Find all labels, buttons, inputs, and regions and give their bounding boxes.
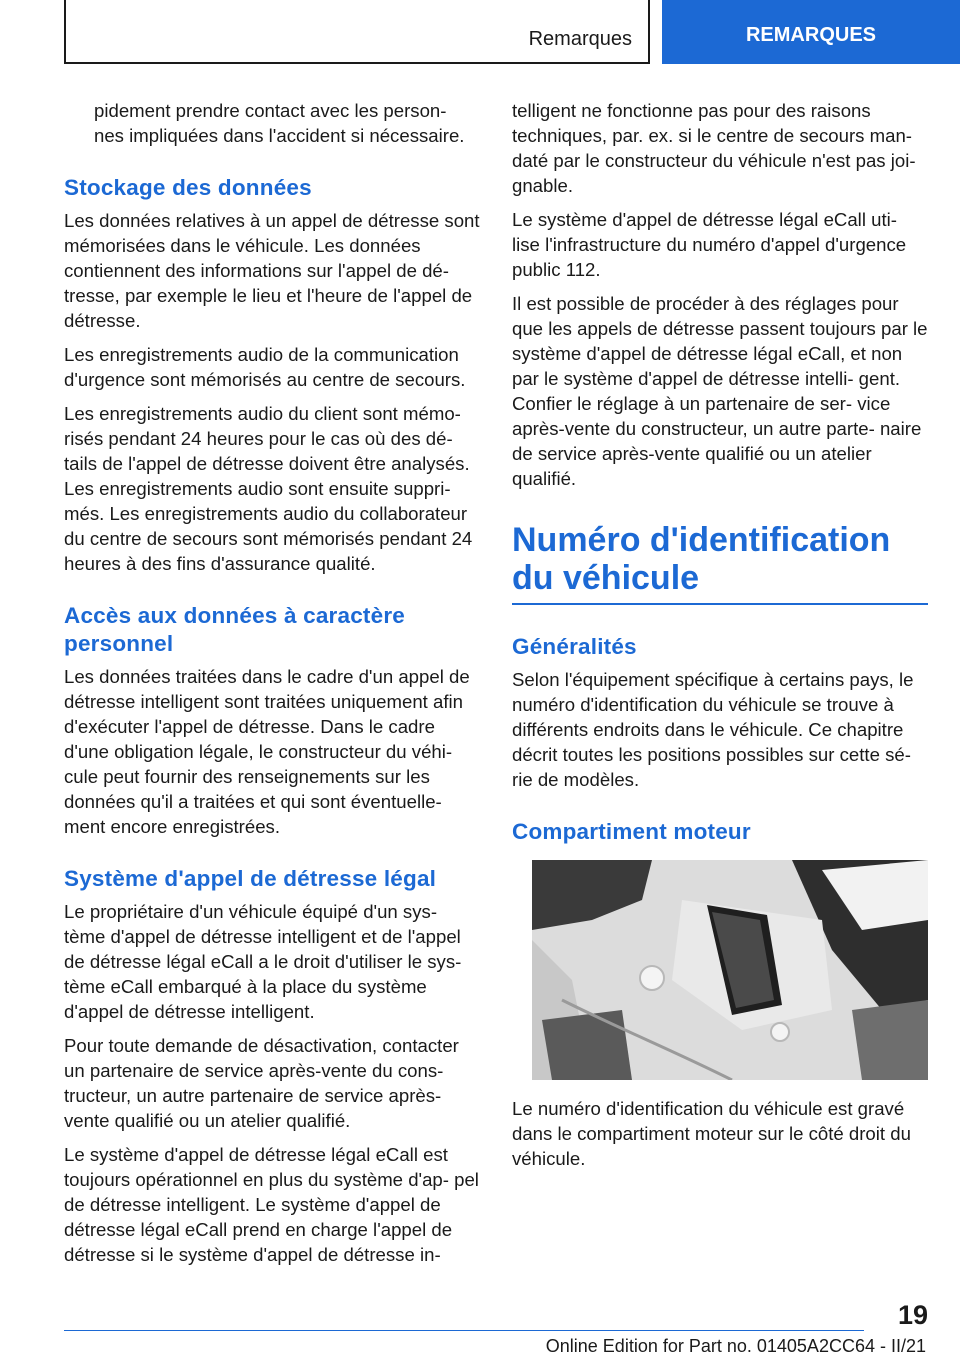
storage-paragraph-3: Les enregistrements audio du client sont mémo‐ risés pendant 24 heures pour le cas où des dé‐ tails de l'appel de détresse doivent être analysés. Les enregistrements audio sont ensuite suppri‐ més. Les enregistrements audio du collaborateur du centre de secours sont mémorisés pendant 24 heures à des fins d'assurance qualité. bbox=[64, 403, 473, 574]
legal-paragraph-1: Le propriétaire d'un véhicule équipé d'un sys‐ tème d'appel de détresse intelligent et de l'appel de détresse légal eCall a le droit d'utiliser le sys‐ tème eCall embarqué à la place du système d'appel de détresse intelligent. bbox=[64, 901, 462, 1022]
header-chapter-tab: REMARQUES bbox=[662, 0, 960, 64]
engine-compartment-photo bbox=[532, 860, 928, 1080]
general-paragraph: Selon l'équipement spécifique à certains pays, le numéro d'identification du véhicule se trouve à différents endroits dans le véhicule. Ce chapitre décrit toutes les positions possibles sur cette sé‐ rie de modèles. bbox=[512, 669, 914, 790]
heading-storage: Stockage des données bbox=[64, 175, 312, 200]
header-section-title: Remarques bbox=[528, 28, 632, 50]
legal-paragraph-2: Pour toute demande de désactivation, contacter un partenaire de service après-vente du cons‐ tructeur, un autre partenaire de service après- vente qualifié ou un atelier qualifié. bbox=[64, 1035, 459, 1131]
heading-legal-emergency-call: Système d'appel de détresse légal bbox=[64, 866, 437, 891]
continued-paragraph-3: Il est possible de procéder à des réglages pour que les appels de détresse passent toujours par le système d'appel de détresse légal eCall, et non par le système d'appel de détresse intelli‐ gent. Confier le réglage à un partenaire de ser‐ vice après-vente du constructeur, un autre parte‐ naire de service après-vente qualifié ou un atelier qualifié. bbox=[512, 293, 928, 489]
heading-personal-data-access: Accès aux données à caractère personnel bbox=[64, 603, 405, 656]
storage-paragraph-2: Les enregistrements audio de la communication d'urgence sont mémorisés au centre de secours. bbox=[64, 344, 466, 390]
storage-paragraph-1: Les données relatives à un appel de détresse sont mémorisées dans le véhicule. Les données contiennent des informations sur l'appel de dé‐ tresse, par exemple le lieu et l'heure de l'appel de détresse. bbox=[64, 210, 480, 331]
heading-engine-compartment: Compartiment moteur bbox=[512, 819, 751, 844]
left-column bbox=[64, 98, 480, 1276]
footer-edition-text: Online Edition for Part no. 01405A2CC64 - II/21 bbox=[545, 1336, 926, 1356]
access-paragraph: Les données traitées dans le cadre d'un appel de détresse intelligent sont traitées uniquement afin d'exécuter l'appel de détresse. Dans le cadre d'une obligation légale, le constructeur du véhi‐ cule peut fournir des renseignements sur les données qu'il a traitées et qui sont éventuelle‐ ment encore enregistrées. bbox=[64, 666, 470, 837]
legal-paragraph-3: Le système d'appel de détresse légal eCall est toujours opérationnel en plus du système d'ap‐ pel de détresse intelligent. Le système d'appel de détresse légal eCall prend en charge l'appel de détresse si le système d'appel de détresse in‐ bbox=[64, 1144, 479, 1265]
continued-paragraph-1: telligent ne fonctionne pas pour des raisons techniques, par. ex. si le centre de secours man‐ daté par le constructeur du véhicule n'est pas joi‐ gnable. bbox=[512, 100, 916, 196]
heading-vin-chapter: Numéro d'identification du véhicule bbox=[512, 521, 928, 605]
engine-paragraph: Le numéro d'identification du véhicule est gravé dans le compartiment moteur sur le côté droit du véhicule. bbox=[512, 1098, 911, 1169]
page-number: 19 bbox=[897, 1300, 928, 1330]
continued-paragraph-2: Le système d'appel de détresse légal eCall uti‐ lise l'infrastructure du numéro d'appel d'urgence public 112. bbox=[512, 209, 907, 280]
footer-divider bbox=[64, 1330, 864, 1331]
intro-paragraph: pidement prendre contact avec les person‐ nes impliquées dans l'accident si nécessaire. bbox=[94, 100, 465, 146]
right-column bbox=[512, 98, 928, 1180]
heading-general: Généralités bbox=[512, 634, 637, 659]
